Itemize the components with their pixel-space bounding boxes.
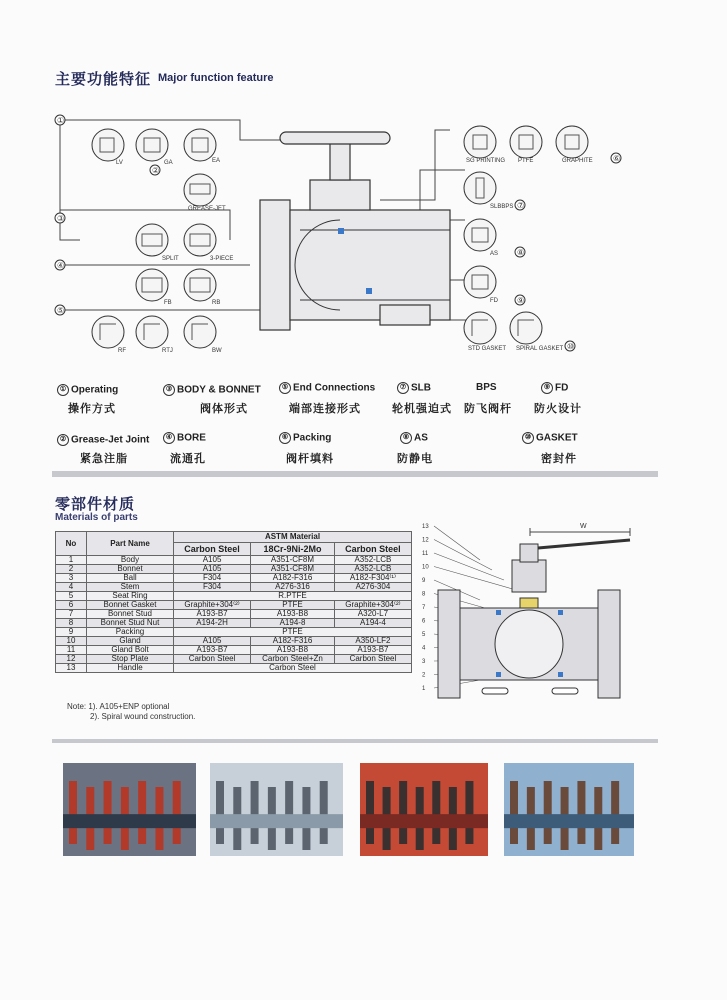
cell-material: A352-LCB (334, 556, 411, 565)
feature-bps-cn: 防飞阀杆 (464, 403, 512, 415)
table-row (56, 583, 412, 592)
table-row (56, 664, 412, 673)
callout-number: 13 (422, 524, 429, 530)
label-fb: FB (164, 300, 172, 306)
feature-packing-cn: 阀杆填料 (286, 453, 334, 465)
callout-number: 8 (422, 591, 426, 598)
label-lv: LV (116, 160, 123, 166)
note-1: Note: 1). A105+ENP optional (67, 702, 170, 711)
valve-sectional-drawing (420, 520, 660, 715)
cell-material: PTFE (251, 601, 335, 610)
cell-material: F304 (174, 574, 251, 583)
fb-icon (136, 269, 168, 301)
cell-material: A276-316 (251, 583, 335, 592)
cell-material: A194-2H (174, 619, 251, 628)
graphite-icon (556, 126, 588, 158)
callout-number: 2 (422, 672, 426, 679)
cell-part-name: Seat Ring (87, 592, 174, 601)
ptfe-icon (510, 126, 542, 158)
callout-number: 1 (422, 686, 426, 692)
label-grease-jet: GREASE-JET (188, 206, 226, 212)
cell-material: Carbon Steel (174, 664, 412, 673)
col-part-name: Part Name (87, 532, 174, 556)
cell-part-name: Stem (87, 583, 174, 592)
bw-icon (184, 316, 216, 348)
spiral-gasket-icon (510, 312, 542, 344)
feature-slb-cn: 轮机强迫式 (392, 403, 452, 415)
feature-body-bonnet-cn: 阀体形式 (200, 403, 248, 415)
callout-number: 10 (422, 564, 429, 571)
cell-material: R.PTFE (174, 592, 412, 601)
cell-material: PTFE (174, 628, 412, 637)
cell-material: Carbon Steel (334, 655, 411, 664)
marker-4: ④ (57, 261, 65, 270)
label-rb: RB (212, 300, 221, 306)
cell-part-name: Packing (87, 628, 174, 637)
cell-part-name: Bonnet (87, 565, 174, 574)
cell-material: A105 (174, 556, 251, 565)
cell-material: Graphite+304⁽²⁾ (334, 601, 411, 610)
grease-jet-icon (184, 174, 216, 206)
cell-no: 10 (56, 637, 87, 646)
label-split: SPLIT (162, 256, 179, 262)
cell-no: 11 (56, 646, 87, 655)
cell-part-name: Bonnet Gasket (87, 601, 174, 610)
cell-no: 3 (56, 574, 87, 583)
cell-material: F304 (174, 583, 251, 592)
ball-valve-feature-diagram (50, 110, 621, 360)
cell-no: 1 (56, 556, 87, 565)
cell-part-name: Stop Plate (87, 655, 174, 664)
cell-part-name: Gland Bolt (87, 646, 174, 655)
label-three-piece: 3-PIECE (210, 256, 234, 262)
cell-material: A193-B8 (251, 646, 335, 655)
label-ptfe: PTFE (518, 158, 534, 164)
table-row (56, 655, 412, 664)
callout-number: 12 (422, 537, 429, 544)
rf-icon (92, 316, 124, 348)
sg-printing-icon (464, 126, 496, 158)
label-ea: EA (212, 158, 221, 164)
lv-icon (92, 129, 124, 161)
note-2: 2). Spiral wound construction. (90, 712, 196, 721)
leader-line (434, 553, 504, 580)
cell-material: A105 (174, 637, 251, 646)
cell-material: A194-4 (334, 619, 411, 628)
feature-bps: BPS (476, 382, 497, 393)
three-piece-icon (184, 224, 216, 256)
ga-icon (136, 129, 168, 161)
cell-material: A182-F304⁽¹⁾ (334, 574, 411, 583)
label-spiral-gasket: SPIRAL GASKET (516, 346, 564, 352)
dim-w: W (580, 523, 587, 530)
callout-number: 4 (422, 645, 426, 652)
marker-1: ① (57, 116, 65, 125)
cell-part-name: Ball (87, 574, 174, 583)
callout-number: 11 (422, 551, 429, 557)
as-icon (464, 219, 496, 251)
cell-no: 6 (56, 601, 87, 610)
rb-icon (184, 269, 216, 301)
cell-material: A193-B7 (334, 646, 411, 655)
label-rf: RF (118, 348, 126, 354)
col-no: No (56, 532, 87, 556)
label-bw: BW (212, 348, 222, 354)
callout-number: 7 (422, 605, 426, 611)
materials-table (55, 531, 412, 673)
cell-material: A350-LF2 (334, 637, 411, 646)
cell-material: A351-CF8M (251, 556, 335, 565)
feature-gasket-cn: 密封件 (541, 453, 577, 465)
col-carbon-steel-2: Carbon Steel (334, 543, 411, 556)
feature-operating: ① Operating (57, 384, 118, 396)
feature-bore-cn: 流通孔 (170, 453, 206, 465)
ea-icon (184, 129, 216, 161)
photo-pipeline-valves-4 (504, 763, 634, 856)
label-ga: GA (164, 160, 173, 166)
cell-material: A193-B7 (174, 610, 251, 619)
col-stainless: 18Cr-9Ni-2Mo (251, 543, 335, 556)
marker-9: ⑨ (517, 296, 525, 305)
feature-slb: ⑦ SLB (397, 382, 431, 394)
feature-operating-cn: 操作方式 (68, 403, 116, 415)
leader-line (434, 567, 516, 591)
leader-line (434, 540, 492, 571)
feature-body-bonnet: ③ BODY & BONNET (163, 384, 261, 396)
cell-part-name: Handle (87, 664, 174, 673)
rtj-icon (136, 316, 168, 348)
split-icon (136, 224, 168, 256)
divider-2 (52, 739, 658, 743)
cell-part-name: Bonnet Stud (87, 610, 174, 619)
cell-material: A193-B8 (251, 610, 335, 619)
photo-pipeline-valves-2 (210, 763, 343, 856)
section-title-en: Major function feature (158, 72, 274, 84)
marker-8: ⑧ (517, 248, 525, 257)
cell-material: A193-B7 (174, 646, 251, 655)
materials-title-en: Materials of parts (55, 512, 138, 523)
callout-number: 9 (422, 578, 426, 584)
feature-bore: ④ BORE (163, 432, 206, 444)
label-fd: FD (490, 298, 498, 304)
divider (52, 471, 658, 477)
cell-part-name: Gland (87, 637, 174, 646)
cell-material: A320-L7 (334, 610, 411, 619)
col-carbon-steel-1: Carbon Steel (174, 543, 251, 556)
cell-material: A182-F316 (251, 637, 335, 646)
marker-5: ⑤ (57, 306, 65, 315)
cell-no: 9 (56, 628, 87, 637)
slbbps-icon (464, 172, 496, 204)
cell-material: A194-8 (251, 619, 335, 628)
label-rtj: RTJ (162, 348, 173, 354)
section-title-cn: 主要功能特征 (55, 71, 152, 88)
feature-grease-jet: ② Grease-Jet Joint (57, 434, 149, 446)
cell-no: 5 (56, 592, 87, 601)
label-sg-printing: SG PRINTING (466, 158, 506, 164)
callout-number: 5 (422, 632, 426, 638)
cell-no: 13 (56, 664, 87, 673)
callout-number: 6 (422, 618, 426, 625)
feature-fd: ⑨ FD (541, 382, 568, 394)
marker-10: ⑩ (567, 342, 575, 351)
marker-7: ⑦ (517, 201, 525, 210)
cell-part-name: Body (87, 556, 174, 565)
marker-6: ⑥ (613, 154, 621, 163)
cell-no: 2 (56, 565, 87, 574)
cell-material: A352-LCB (334, 565, 411, 574)
feature-gasket: ⑩ GASKET (522, 432, 578, 444)
marker-2: ② (152, 166, 160, 175)
materials-title-cn: 零部件材质 (55, 496, 136, 513)
label-as: AS (490, 251, 499, 257)
feature-end-connections: ⑤ End Connections (279, 382, 375, 394)
feature-fd-cn: 防火设计 (534, 403, 582, 415)
std-gasket-icon (464, 312, 496, 344)
feature-packing: ⑥ Packing (279, 432, 331, 444)
cell-material: A276-304 (334, 583, 411, 592)
cell-no: 8 (56, 619, 87, 628)
feature-end-connections-cn: 端部连接形式 (289, 403, 361, 415)
table-row (56, 619, 412, 628)
feature-as-cn: 防静电 (397, 453, 433, 465)
label-graphite: GRAPHITE (562, 158, 593, 164)
cell-no: 12 (56, 655, 87, 664)
callout-number: 3 (422, 659, 426, 665)
cell-material: A182-F316 (251, 574, 335, 583)
cell-no: 7 (56, 610, 87, 619)
fd-icon (464, 266, 496, 298)
cell-material: Graphite+304⁽²⁾ (174, 601, 251, 610)
cell-part-name: Bonnet Stud Nut (87, 619, 174, 628)
cell-material: Carbon Steel (174, 655, 251, 664)
feature-as: ⑧ AS (400, 432, 428, 444)
cell-no: 4 (56, 583, 87, 592)
photo-pipeline-valves-3 (360, 763, 488, 856)
cell-material: Carbon Steel+Zn (251, 655, 335, 664)
label-std-gasket: STD GASKET (468, 346, 507, 352)
label-slbbps: SLBBPS (490, 204, 514, 210)
cell-material: A351-CF8M (251, 565, 335, 574)
feature-grease-jet-cn: 紧急注脂 (80, 453, 128, 465)
cell-material: A105 (174, 565, 251, 574)
marker-3: ③ (57, 214, 65, 223)
photo-pipeline-valves-1 (63, 763, 196, 856)
col-astm: ASTM Material (174, 532, 412, 543)
